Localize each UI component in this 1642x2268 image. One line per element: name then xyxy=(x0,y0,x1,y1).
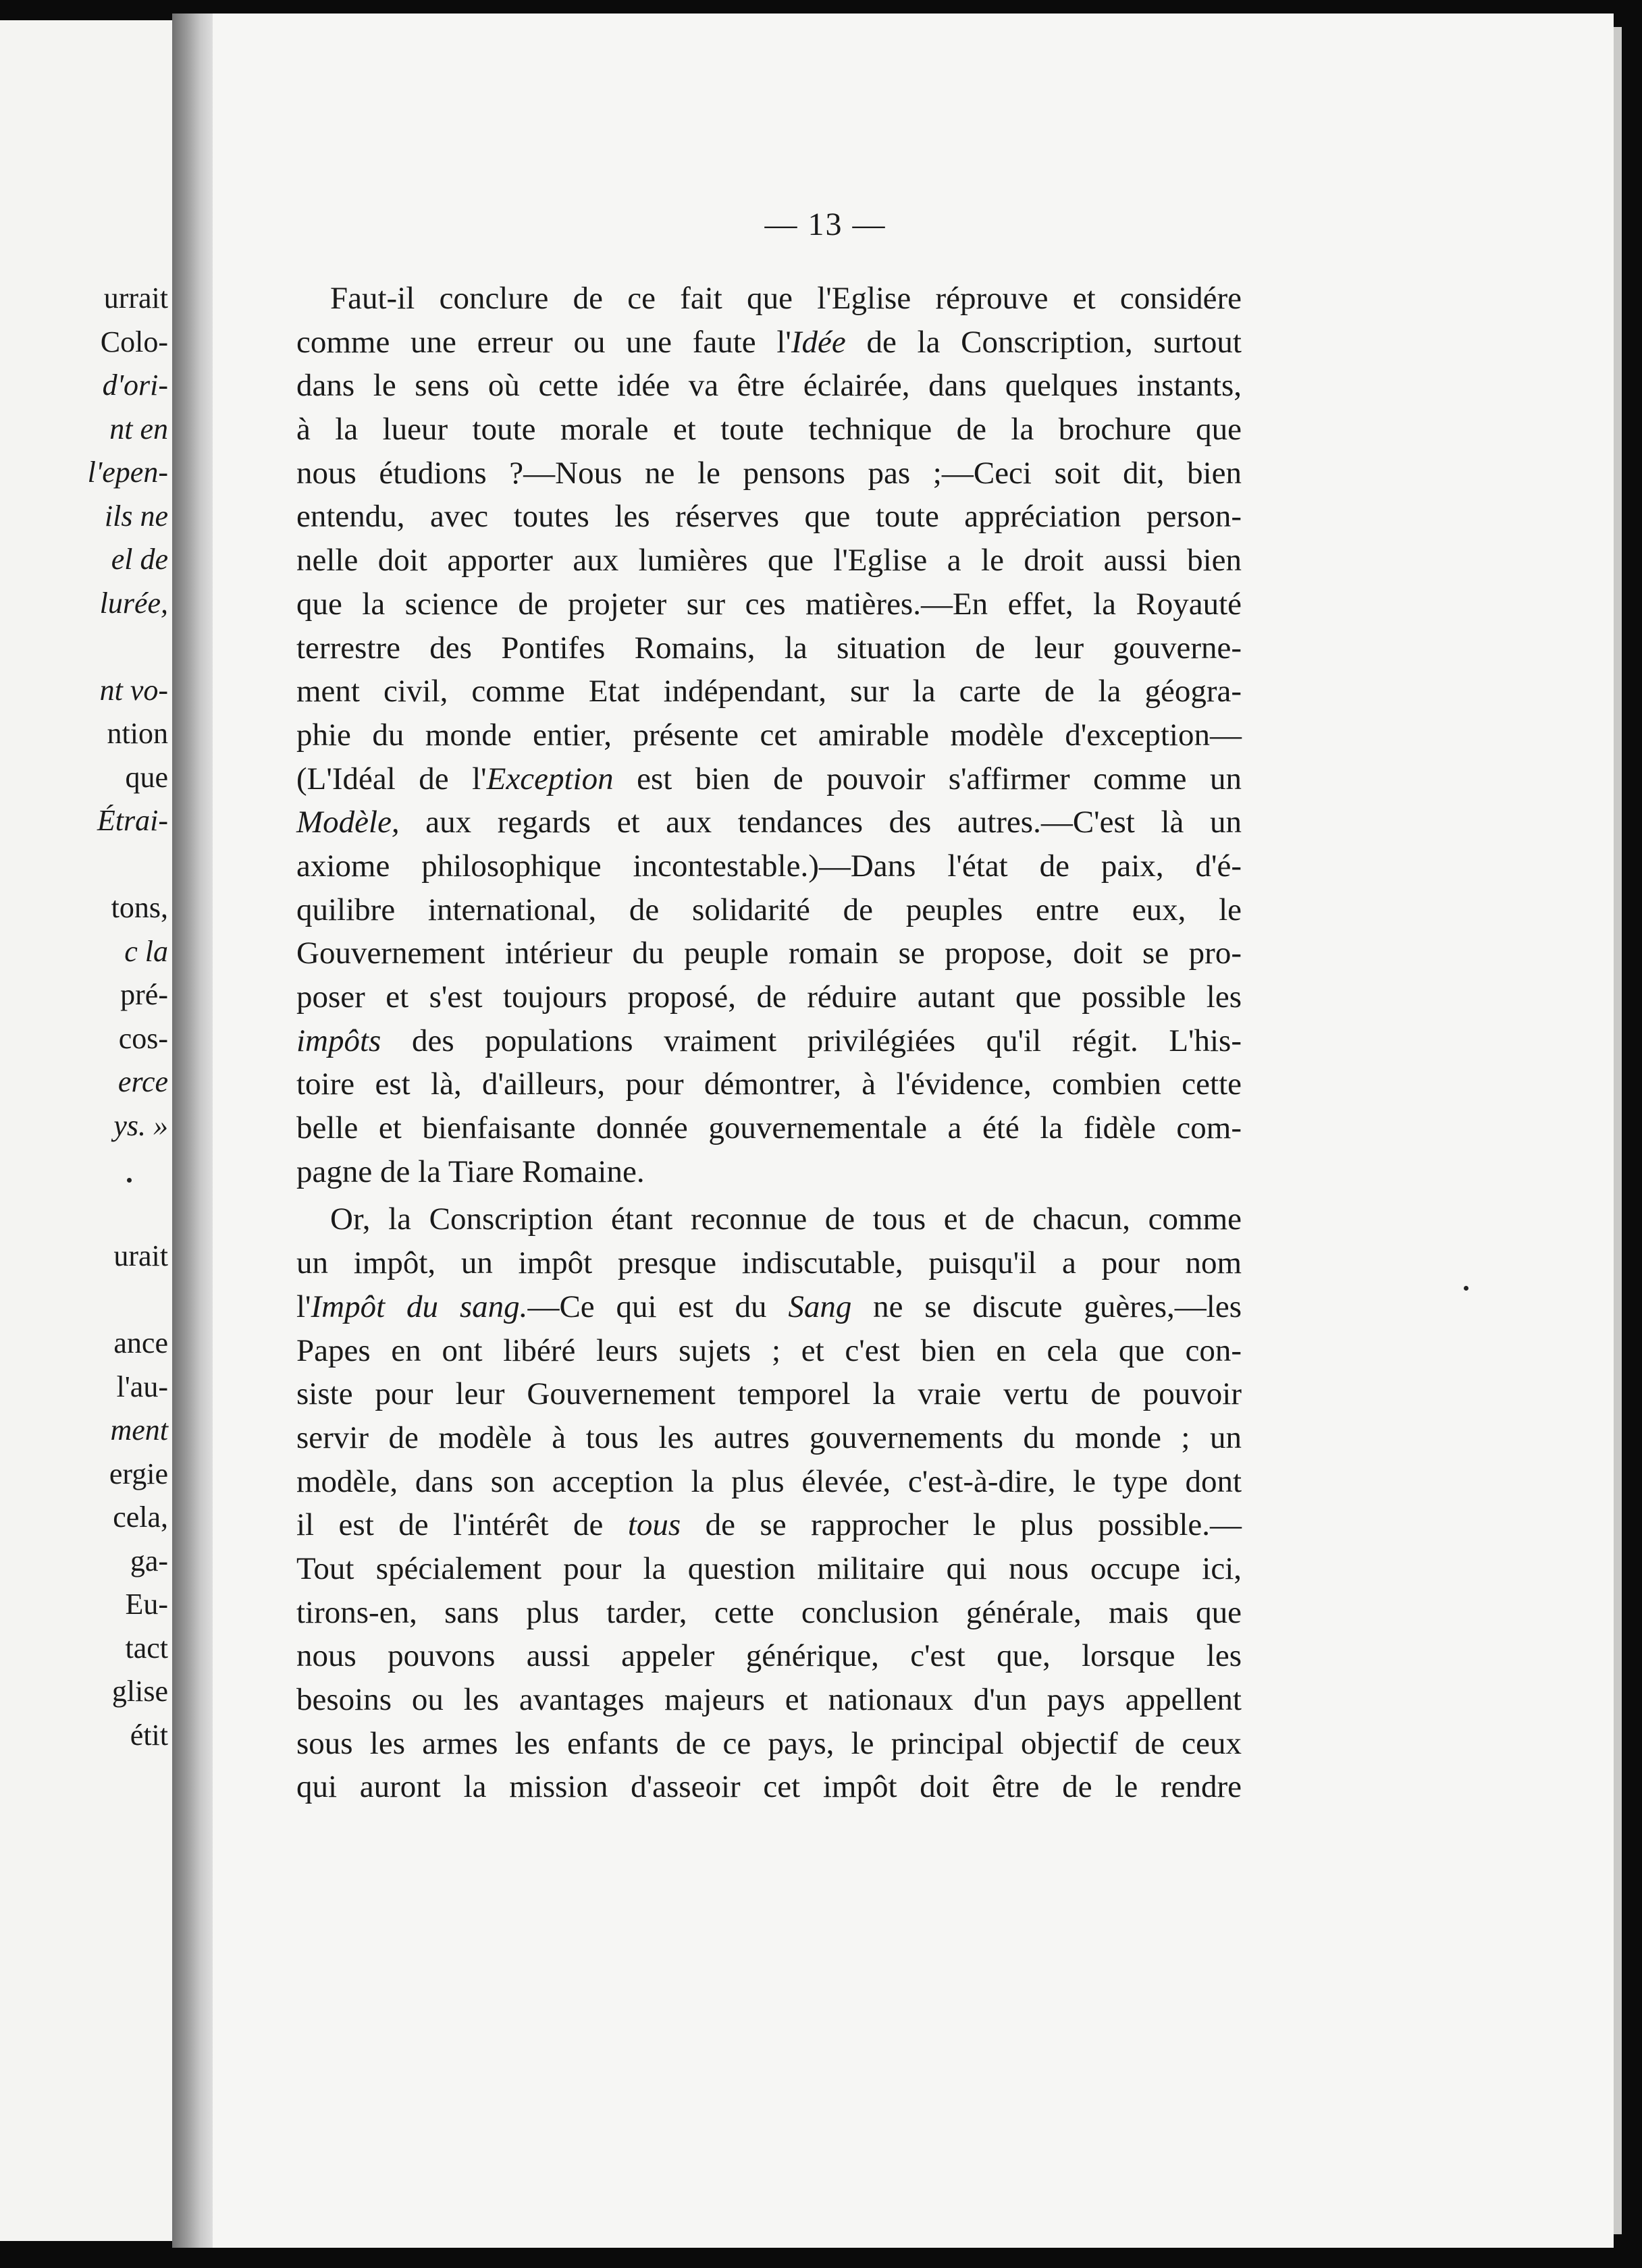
text-line xyxy=(296,1634,1242,1678)
fragment-line: ntion xyxy=(107,717,168,750)
page-number: — 13 — xyxy=(764,207,886,242)
italic-text: Exception xyxy=(486,761,614,796)
italic-text: Modèle, xyxy=(296,805,400,840)
fragment-line: c la xyxy=(124,934,168,968)
text-segment: un impôt, un impôt presque indiscutable, puisqu'il a pour nom xyxy=(296,1245,1242,1281)
text-segment: des populations vraiment privilégiées qu'il régit. L'his- xyxy=(381,1023,1242,1058)
text-segment: axiome philosophique incontestable.)—Dans l'état de paix, d'é- xyxy=(296,848,1242,884)
text-segment: poser et s'est toujours proposé, de réduire autant que possible les xyxy=(296,979,1242,1015)
text-segment: modèle, dans son acception la plus élevée, c'est-à-dire, le type dont xyxy=(296,1463,1242,1499)
text-segment: toire est là, d'ailleurs, pour démontrer, à l'évidence, combien cette xyxy=(296,1066,1242,1102)
fragment-line: d'ori- xyxy=(102,369,168,402)
text-segment: nelle doit apporter aux lumières que l'Eglise a le droit aussi bien xyxy=(296,543,1242,578)
italic-text: impôts xyxy=(296,1023,381,1058)
fragment-line: que xyxy=(125,760,168,794)
text-line xyxy=(296,1329,1242,1373)
text-line xyxy=(296,1106,1242,1150)
fragment-line: urrait xyxy=(103,281,168,315)
text-line xyxy=(296,888,1242,932)
text-segment: est bien de pouvoir s'affirmer comme un xyxy=(613,761,1242,796)
fragment-line: ils ne xyxy=(104,499,168,533)
text-line xyxy=(296,452,1242,495)
fragment-line: glise xyxy=(111,1675,168,1708)
text-line xyxy=(296,626,1242,670)
text-line xyxy=(296,1503,1242,1547)
fragment-line: l'epen- xyxy=(87,456,168,489)
body-text xyxy=(296,277,1242,1809)
text-segment: Faut-il conclure de ce fait que l'Eglise réprouve et considére xyxy=(330,281,1242,316)
text-segment: quilibre international, de solidarité de peuples entre eux, le xyxy=(296,892,1242,927)
text-line xyxy=(296,844,1242,888)
text-line xyxy=(296,321,1242,364)
text-line xyxy=(296,1765,1242,1809)
fragment-line: lurée, xyxy=(99,586,168,620)
fragment-line: ys. » xyxy=(113,1108,168,1142)
page-edge xyxy=(1614,27,1622,2234)
text-line xyxy=(296,757,1242,801)
binding-gutter xyxy=(172,14,213,2248)
text-line xyxy=(296,1285,1242,1329)
text-line xyxy=(296,408,1242,452)
fragment-line: nt vo- xyxy=(99,673,168,707)
text-line xyxy=(296,1722,1242,1766)
text-line xyxy=(296,1019,1242,1063)
previous-page-fragment xyxy=(0,20,172,2241)
text-segment: ment civil, comme Etat indépendant, sur la carte de la géogra- xyxy=(296,674,1242,709)
text-segment: belle et bienfaisante donnée gouvernementale a été la fidèle com- xyxy=(296,1110,1242,1146)
text-line xyxy=(296,1241,1242,1285)
fragment-line: ga- xyxy=(130,1544,168,1577)
text-segment: de la Conscription, surtout xyxy=(845,324,1242,360)
text-line xyxy=(296,801,1242,844)
text-segment: de se rapprocher le plus possible.— xyxy=(681,1507,1242,1543)
text-segment: ne se discute guères,—les xyxy=(851,1289,1242,1324)
fragment-line: ance xyxy=(113,1326,168,1359)
text-segment: il est de l'intérêt de xyxy=(296,1507,628,1543)
text-segment: Or, la Conscription étant reconnue de tous et de chacun, comme xyxy=(330,1202,1242,1237)
fragment-line: cela, xyxy=(113,1501,168,1534)
text-segment: comme une erreur ou une faute l' xyxy=(296,324,791,360)
text-segment: dans le sens où cette idée va être éclairée, dans quelques instants, xyxy=(296,368,1242,404)
text-segment: aux regards et aux tendances des autres.—C'est là un xyxy=(399,805,1242,840)
text-line xyxy=(296,1678,1242,1722)
italic-text: Impôt du sang. xyxy=(311,1289,528,1324)
text-line xyxy=(296,1591,1242,1635)
fragment-line: cos- xyxy=(118,1021,168,1055)
fragment-line: Colo- xyxy=(100,325,168,358)
text-line xyxy=(296,1416,1242,1460)
fragment-line: Étrai- xyxy=(97,804,168,837)
text-line xyxy=(296,277,1242,321)
italic-text: Sang xyxy=(788,1289,852,1324)
fragment-line: Eu- xyxy=(125,1588,168,1621)
text-line xyxy=(296,539,1242,583)
fragment-line: étit xyxy=(130,1718,168,1752)
text-segment: sous les armes les enfants de ce pays, le principal objectif de ceux xyxy=(296,1725,1242,1761)
text-segment: servir de modèle à tous les autres gouvernements du monde ; un xyxy=(296,1420,1242,1455)
fragment-line: ment xyxy=(110,1413,168,1447)
text-line xyxy=(296,1547,1242,1591)
ink-speck xyxy=(1464,1286,1468,1291)
text-line xyxy=(296,1062,1242,1106)
text-segment: nous étudions ?—Nous ne le pensons pas ;—Ceci soit dit, bien xyxy=(296,455,1242,491)
text-segment: qui auront la mission d'asseoir cet impôt doit être de le rendre xyxy=(296,1769,1242,1805)
text-segment: besoins ou les avantages majeurs et nationaux d'un pays appellent xyxy=(296,1682,1242,1717)
text-segment: siste pour leur Gouvernement temporel la vraie vertu de pouvoir xyxy=(296,1376,1242,1412)
fragment-line: pré- xyxy=(120,978,168,1011)
fragment-line: el de xyxy=(111,543,168,576)
text-line xyxy=(296,713,1242,757)
text-segment: à la lueur toute morale et toute technique de la brochure que xyxy=(296,412,1242,448)
text-segment: phie du monde entier, présente cet amirable modèle d'exception— xyxy=(296,717,1242,753)
text-line xyxy=(296,495,1242,539)
text-segment: que la science de projeter sur ces matières.—En effet, la Royauté xyxy=(296,586,1242,622)
fragment-line: ergie xyxy=(109,1457,168,1490)
text-segment: entendu, avec toutes les réserves que toute appréciation person- xyxy=(296,499,1242,535)
text-line xyxy=(296,670,1242,713)
text-segment: pagne de la Tiare Romaine. xyxy=(296,1154,645,1189)
text-line xyxy=(296,1197,1242,1241)
italic-text: Idée xyxy=(791,324,846,360)
text-segment: terrestre des Pontifes Romains, la situation de leur gouverne- xyxy=(296,630,1242,666)
text-segment: tirons-en, sans plus tarder, cette conclusion générale, mais que xyxy=(296,1594,1242,1630)
text-line xyxy=(296,932,1242,975)
text-line xyxy=(296,1372,1242,1416)
text-segment: Papes en ont libéré leurs sujets ; et c'est bien en cela que con- xyxy=(296,1332,1242,1368)
fragment-line: l'au- xyxy=(116,1370,168,1403)
fragment-line: erce xyxy=(117,1065,168,1098)
text-line xyxy=(296,583,1242,626)
fragment-line: nt en xyxy=(109,412,168,446)
text-line xyxy=(296,975,1242,1019)
book-page xyxy=(213,14,1614,2248)
text-segment: Gouvernement intérieur du peuple romain se propose, doit se pro- xyxy=(296,936,1242,971)
text-segment: —Ce qui est du xyxy=(527,1289,789,1324)
text-segment: l' xyxy=(296,1289,311,1324)
text-line xyxy=(296,1150,1242,1194)
fragment-line: tact xyxy=(125,1631,168,1665)
text-segment: nous pouvons aussi appeler générique, c'est que, lorsque les xyxy=(296,1638,1242,1674)
italic-text: tous xyxy=(627,1507,681,1543)
fragment-line: tons, xyxy=(111,891,168,924)
text-segment: Tout spécialement pour la question militaire qui nous occupe ici, xyxy=(296,1550,1242,1586)
ink-speck xyxy=(127,1178,132,1183)
text-line xyxy=(296,364,1242,408)
text-segment: (L'Idéal de l' xyxy=(296,761,487,796)
fragment-line: urait xyxy=(113,1239,168,1272)
text-line xyxy=(296,1460,1242,1504)
